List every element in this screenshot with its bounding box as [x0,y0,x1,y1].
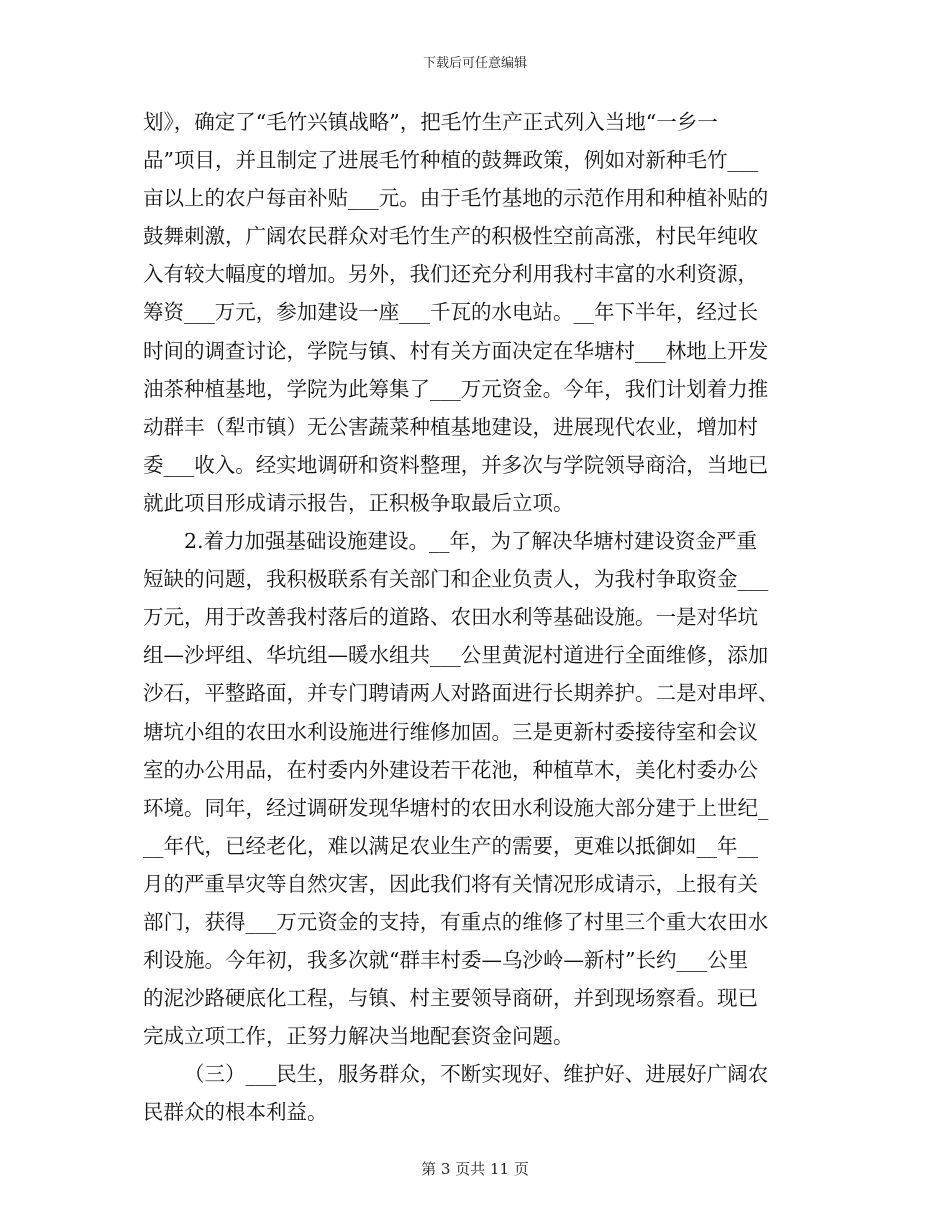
paragraph-1 [143,103,807,522]
text-line: （三）___民生，服务群众，不断实现好、维护好、进展好广阔农 [184,1062,769,1087]
text-line: 动群丰（犁市镇）无公害蔬菜种植基地建设，进展现代农业，增加村 [143,414,758,439]
text-line: 筹资___万元，参加建设一座___千瓦的水电站。__年下半年，经过长 [143,300,758,325]
text-line: 塘坑小组的农田水利设施进行维修加固。三是更新村委接待室和会议 [143,719,758,744]
text-line: 短缺的问题，我积极联系有关部门和企业负责人，为我村争取资金___ [143,567,769,592]
text-line: 沙石，平整路面，并专门聘请两人对路面进行长期养护。二是对串坪、 [143,681,779,706]
text-line: 时间的调查讨论，学院与镇、村有关方面决定在华塘村___林地上开发 [143,338,769,363]
text-line: 品”项目，并且制定了进展毛竹种植的鼓舞政策，例如对新种毛竹___ [143,148,759,173]
text-line: 完成立项工作，正努力解决当地配套资金问题。 [143,1024,574,1049]
document-body [143,103,807,1132]
text-line: 月的严重旱灾等自然灾害，因此我们将有关情况形成请示，上报有关 [143,871,758,896]
text-line: 2.着力加强基础设施建设。__年，为了解决华塘村建设资金严重 [184,529,758,554]
paragraph-3 [143,1055,807,1131]
paragraph-2 [143,522,807,1055]
text-line: 就此项目形成请示报告，正积极争取最后立项。 [143,490,574,515]
text-line: 室的办公用品，在村委内外建设若干花池，种植草木，美化村委办公 [143,757,758,782]
text-line: 利设施。今年初，我多次就“群丰村委—乌沙岭—新村”长约___公里 [143,948,749,973]
text-line: 亩以上的农户每亩补贴___元。由于毛竹基地的示范作用和种植补贴的 [143,186,769,211]
text-line: __年代，已经老化，难以满足农业生产的需要，更难以抵御如__年__ [143,833,758,858]
text-line: 鼓舞刺激，广阔农民群众对毛竹生产的积极性空前高涨，村民年纯收 [143,224,758,249]
page-footer: 第 3 页共 11 页 [421,1160,529,1178]
text-line: 民群众的根本利益。 [143,1100,328,1125]
text-line: 入有较大幅度的增加。另外，我们还充分利用我村丰富的水利资源， [143,262,758,287]
text-line: 组—沙坪组、华坑组—暖水组共___公里黄泥村道进行全面维修，添加 [143,643,769,668]
text-line: 委___收入。经实地调研和资料整理，并多次与学院领导商洽，当地已 [143,452,769,477]
text-line: 划》，确定了“毛竹兴镇战略”，把毛竹生产正式列入当地“一乡一 [143,110,718,134]
text-line: 环境。同年，经过调研发现华塘村的农田水利设施大部分建于上世纪_ [143,795,769,820]
page-header: 下载后可任意编辑 [422,56,527,71]
text-line: 部门，获得___万元资金的支持，有重点的维修了村里三个重大农田水 [143,909,769,934]
text-line: 万元，用于改善我村落后的道路、农田水利等基础设施。一是对华坑 [143,605,758,630]
text-line: 的泥沙路硬底化工程，与镇、村主要领导商研，并到现场察看。现已 [143,986,758,1011]
text-line: 油茶种植基地，学院为此筹集了___万元资金。今年，我们计划着力推 [143,376,769,401]
